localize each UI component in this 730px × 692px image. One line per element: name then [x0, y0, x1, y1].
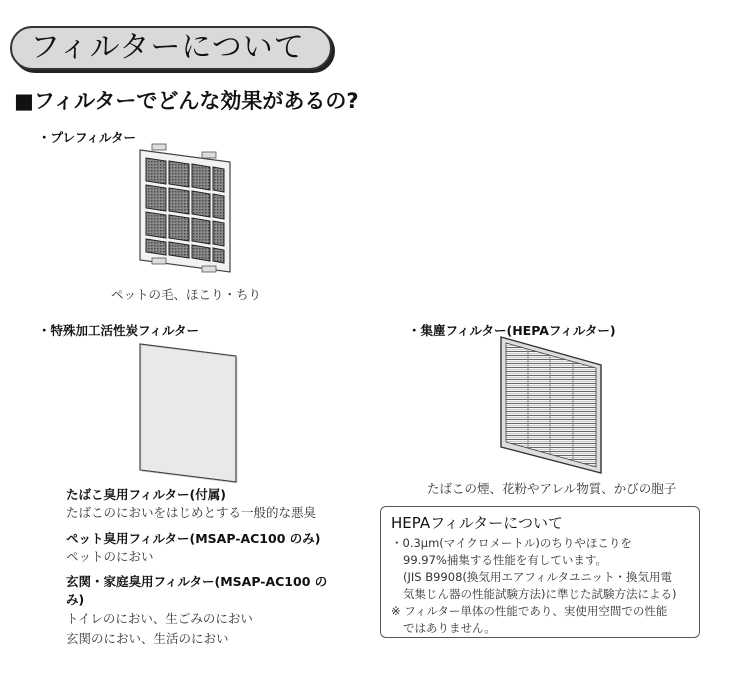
deodorizing-filter-title: ペット臭用フィルター(MSAP-AC100 のみ)	[66, 531, 321, 546]
section-heading: ■フィルターでどんな効果があるの?	[14, 89, 359, 113]
deodorizing-filter-description: 玄関のにおい、生活のにおい	[66, 631, 229, 646]
hepa-note-line: 気集じん器の性能試験方法)に準じた試験方法による)	[403, 587, 677, 601]
hepa-filter-caption: たばこの煙、花粉やアレル物質、かびの胞子	[427, 481, 677, 496]
hepa-filter-illustration	[498, 335, 604, 475]
deodorizing-filter-item	[66, 529, 366, 567]
deodorizing-filter-item	[66, 485, 366, 523]
deodorizing-filter-description: たばこのにおいをはじめとする一般的な悪臭	[66, 505, 317, 520]
pre-filter-illustration	[130, 140, 240, 280]
deodorizing-filter-title: 玄関・家庭臭用フィルター(MSAP-AC100 のみ)	[66, 574, 328, 607]
hepa-note-line: 99.97%捕集する性能を有しています。	[403, 553, 607, 567]
hepa-note-line: ではありません。	[403, 621, 496, 635]
hepa-note-line: (JIS B9908(換気用エアフィルタユニット・換気用電	[403, 570, 673, 584]
deodorizing-filter-title: たばこ臭用フィルター(付属)	[66, 487, 226, 502]
hepa-filter-label: ・集塵フィルター(HEPAフィルター)	[408, 323, 616, 338]
pre-filter-label: ・プレフィルター	[38, 130, 137, 145]
deodorizing-filter-item	[66, 573, 366, 649]
page-title: フィルターについて	[30, 30, 305, 65]
deodorizing-filter-description: トイレのにおい、生ごみのにおい	[66, 611, 253, 626]
carbon-filter-illustration	[138, 342, 238, 484]
deodorizing-filter-list	[66, 485, 366, 649]
hepa-note-box	[380, 506, 700, 638]
hepa-note-title: HEPAフィルターについて	[391, 514, 564, 532]
hepa-note-line: ・0.3μm(マイクロメートル)のちりやほこりを	[391, 536, 632, 550]
pre-filter-caption: ペットの毛、ほこり・ちり	[111, 287, 262, 302]
hepa-note-line: ※ フィルター単体の性能であり、実使用空間での性能	[391, 604, 668, 618]
deodorizing-filter-description: ペットのにおい	[66, 549, 154, 564]
carbon-filter-label: ・特殊加工活性炭フィルター	[38, 323, 200, 338]
